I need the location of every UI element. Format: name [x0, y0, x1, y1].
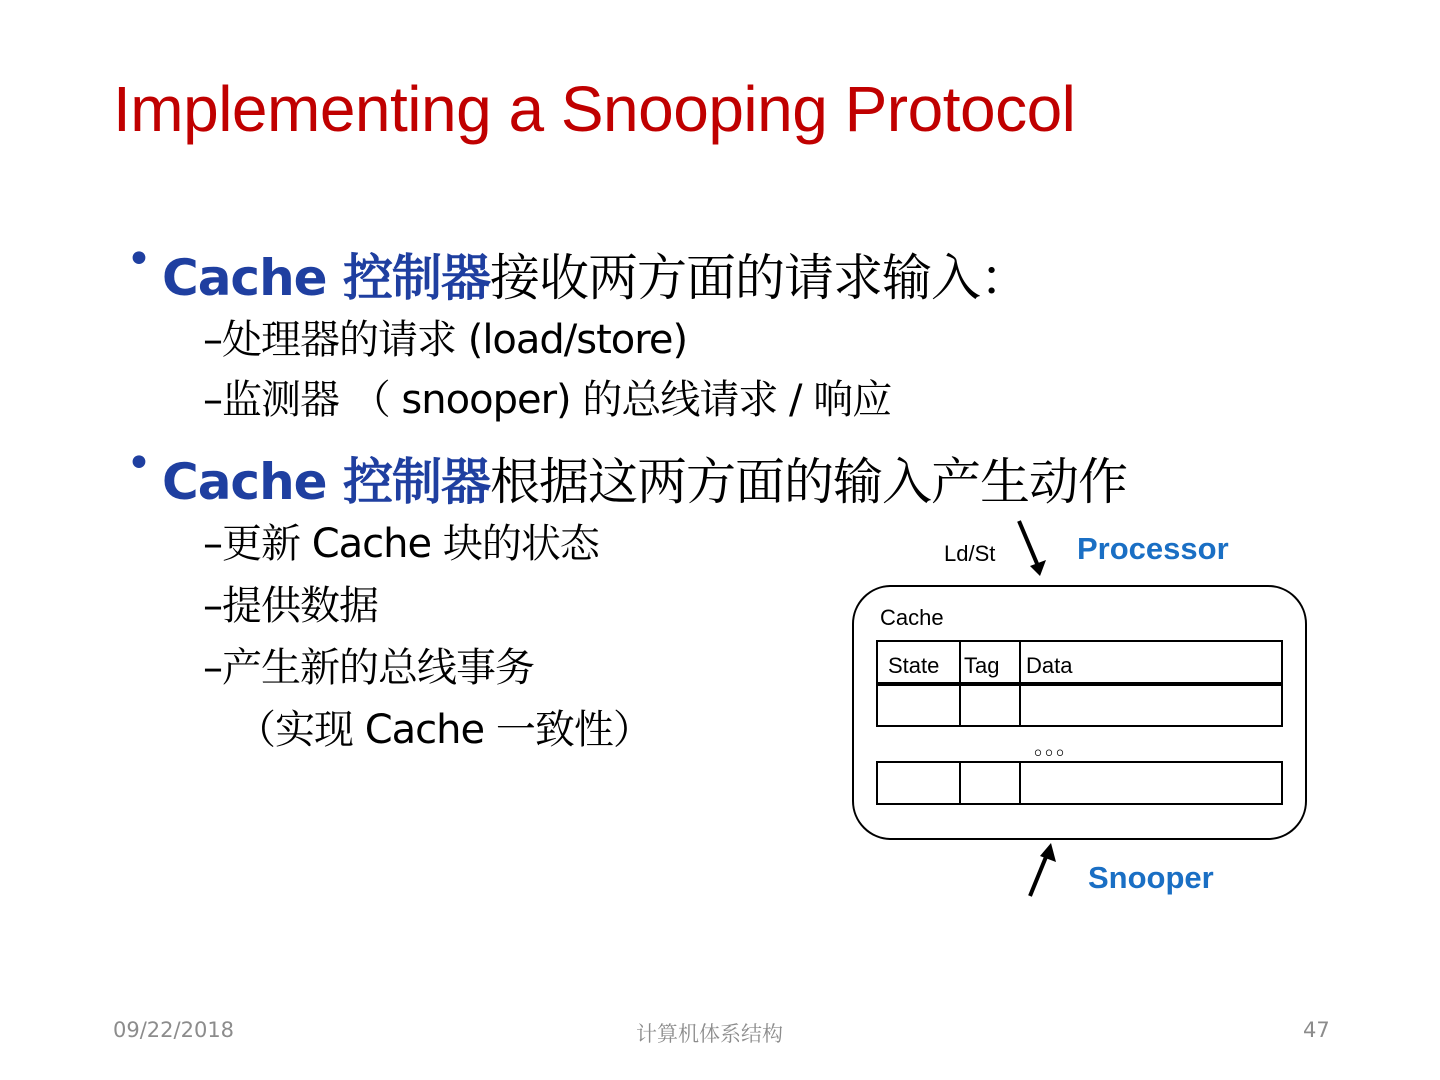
- footer-date: 09/22/2018: [113, 1018, 235, 1042]
- ellipsis: 。。。: [1034, 735, 1079, 760]
- footer-page-number: 47: [1303, 1018, 1330, 1042]
- bullet-2-sub-3: –产生新的总线事务: [203, 645, 534, 691]
- cache-label: Cache: [880, 605, 944, 630]
- snooper-arrow: [1030, 852, 1048, 896]
- column-data: Data: [1026, 653, 1073, 678]
- footer-course: 计算机体系结构: [636, 1022, 783, 1046]
- bullet-2-highlight: Cache 控制器: [162, 453, 490, 511]
- column-state: State: [888, 653, 940, 678]
- column-tag: Tag: [964, 653, 1000, 678]
- ldst-label: Ld/St: [944, 541, 996, 566]
- snooper-label: Snooper: [1088, 860, 1214, 895]
- bullet-dot: •: [126, 438, 151, 489]
- snooper-arrowhead: [1040, 843, 1056, 862]
- bullet-1-body: 接收两方面的请求输入：: [490, 249, 1029, 307]
- processor-label: Processor: [1077, 531, 1229, 566]
- bullet-1-sub-1: –处理器的请求 (load/store): [203, 317, 688, 363]
- bullet-2-sub-4: （实现 Cache 一致性）: [236, 707, 652, 753]
- processor-arrow: [1019, 521, 1038, 566]
- cache-row-1: [877, 685, 1282, 726]
- bullet-2-sub-1: –更新 Cache 块的状态: [203, 521, 599, 567]
- bullet-2-body: 根据这两方面的输入产生动作: [490, 453, 1127, 511]
- bullet-1-sub-2: –监测器 （ snooper) 的总线请求 / 响应: [203, 377, 892, 423]
- bullet-2-sub-2: –提供数据: [203, 583, 378, 629]
- slide-title: Implementing a Snooping Protocol: [113, 73, 1076, 145]
- bullet-1-highlight: Cache 控制器: [162, 249, 490, 307]
- bullet-dot: •: [126, 234, 151, 285]
- cache-row-n: [877, 762, 1282, 804]
